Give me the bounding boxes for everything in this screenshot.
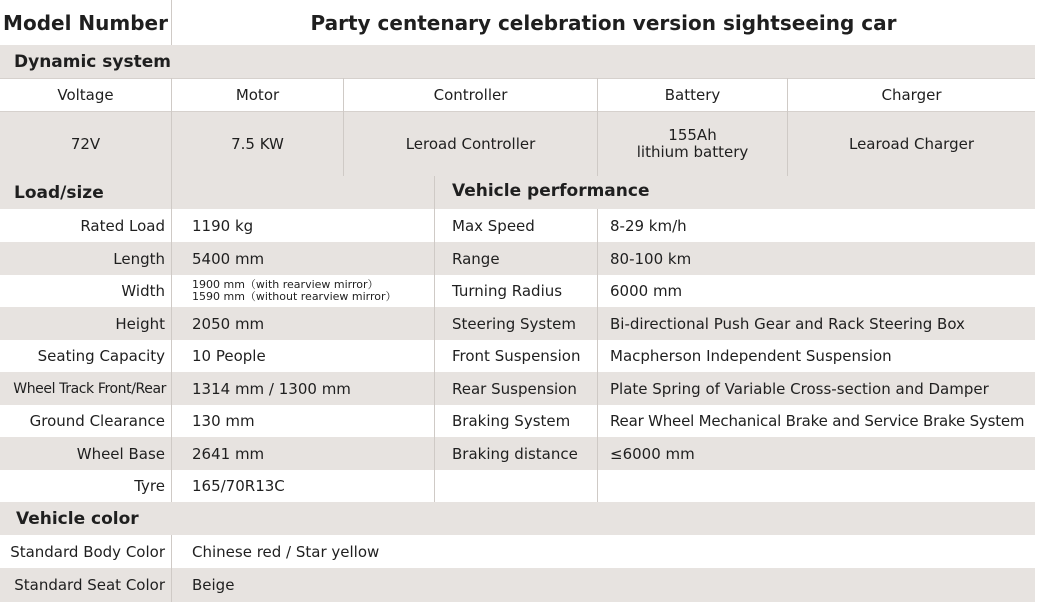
- column-charger: Charger: [881, 85, 942, 104]
- front-suspension-label: Front Suspension: [452, 347, 581, 365]
- braking-distance-label: Braking distance: [452, 444, 578, 463]
- seating-capacity-label: Seating Capacity: [37, 347, 165, 365]
- rear-suspension-value: Plate Spring of Variable Cross-section and Damper: [610, 379, 989, 398]
- range-label: Range: [452, 249, 500, 268]
- column-motor: Motor: [235, 85, 280, 104]
- controller-value: Leroad Controller: [405, 134, 536, 153]
- body-color-label: Standard Body Color: [10, 542, 165, 561]
- column-battery: Battery: [664, 85, 721, 104]
- width-value: [172, 275, 434, 307]
- max-speed-label: Max Speed: [452, 216, 535, 235]
- battery-value: [598, 111, 787, 176]
- voltage-value: 72V: [70, 134, 101, 153]
- width-without-mirror: 1590 mm（without rearview mirror）: [192, 290, 397, 303]
- motor-value: 7.5 KW: [231, 134, 284, 153]
- steering-system-value: Bi-directional Push Gear and Rack Steering Box: [610, 314, 965, 333]
- turning-radius-label: Turning Radius: [452, 282, 563, 300]
- rated-load-value: 1190 kg: [192, 216, 254, 235]
- charger-value: Learoad Charger: [848, 134, 974, 153]
- length-label: Length: [113, 249, 165, 268]
- vehicle-color-heading: Vehicle color: [16, 508, 139, 529]
- load-size-heading: Load/size: [14, 182, 104, 203]
- braking-system-label: Braking System: [452, 412, 571, 430]
- front-suspension-value: Macpherson Independent Suspension: [610, 347, 892, 365]
- range-value: 80-100 km: [610, 249, 692, 268]
- battery-capacity: 155Ah: [668, 125, 717, 144]
- braking-system-value: Rear Wheel Mechanical Brake and Service Brake System: [610, 412, 1025, 430]
- braking-distance-value: ≤6000 mm: [610, 444, 695, 463]
- ground-clearance-value: 130 mm: [192, 412, 255, 430]
- turning-radius-value: 6000 mm: [610, 282, 683, 300]
- rear-suspension-label: Rear Suspension: [452, 379, 577, 398]
- steering-system-label: Steering System: [452, 314, 576, 333]
- column-controller: Controller: [433, 85, 508, 104]
- width-with-mirror: 1900 mm（with rearview mirror）: [192, 278, 379, 291]
- rated-load-label: Rated Load: [80, 216, 165, 235]
- model-number-value: Party centenary celebration version sightseeing car: [310, 10, 897, 35]
- body-color-value: Chinese red / Star yellow: [192, 542, 380, 561]
- height-value: 2050 mm: [192, 314, 265, 333]
- height-label: Height: [115, 314, 165, 333]
- dynamic-system-heading: Dynamic system: [14, 51, 171, 72]
- wheel-base-value: 2641 mm: [192, 444, 265, 463]
- model-number-label: Model Number: [3, 10, 168, 35]
- column-voltage: Voltage: [57, 85, 114, 104]
- length-value: 5400 mm: [192, 249, 265, 268]
- max-speed-value: 8-29 km/h: [610, 216, 687, 235]
- seat-color-label: Standard Seat Color: [14, 576, 165, 594]
- ground-clearance-label: Ground Clearance: [29, 412, 165, 430]
- tyre-label: Tyre: [134, 477, 165, 495]
- battery-type: lithium battery: [636, 142, 749, 161]
- width-label: Width: [121, 282, 165, 300]
- vehicle-performance-heading: Vehicle performance: [452, 181, 650, 201]
- wheel-base-label: Wheel Base: [76, 444, 165, 463]
- wheel-track-label: Wheel Track Front/Rear: [13, 380, 166, 397]
- wheel-track-value: 1314 mm / 1300 mm: [192, 379, 351, 398]
- seat-color-value: Beige: [192, 576, 235, 594]
- tyre-value: 165/70R13C: [192, 477, 285, 495]
- seating-capacity-value: 10 People: [192, 347, 266, 365]
